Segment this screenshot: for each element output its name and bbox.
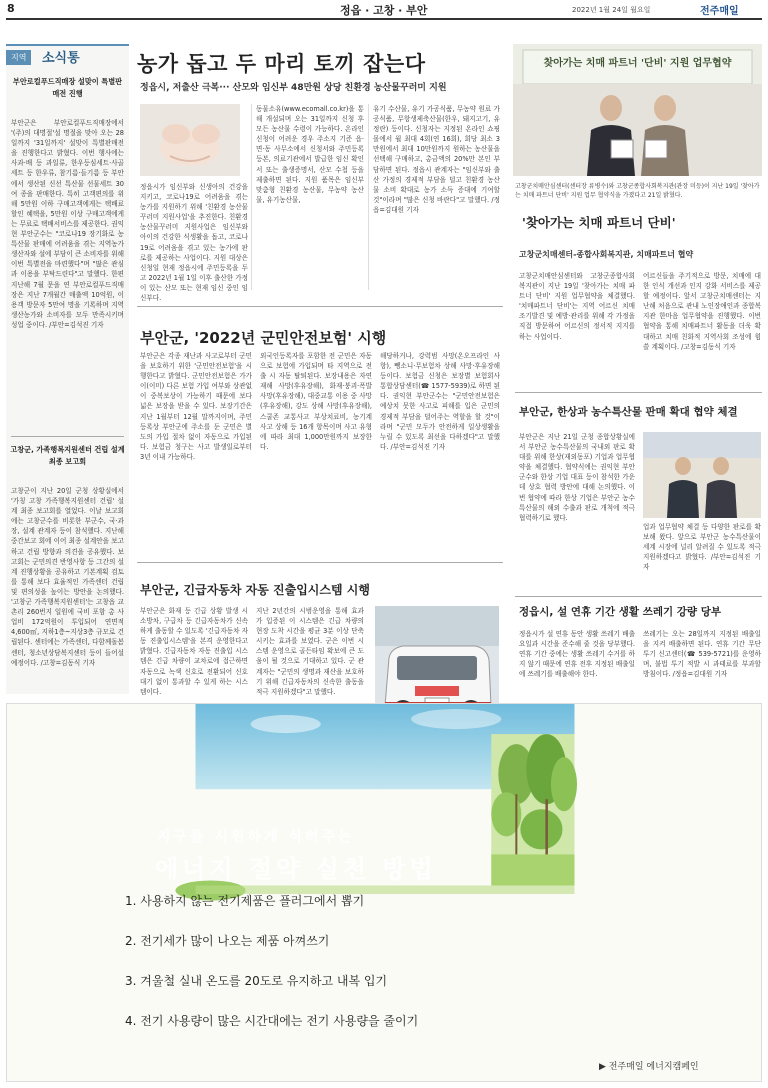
sidebar-item-headline: 부안로컬푸드직매장 설맞이 특별판매전 진행	[12, 77, 123, 98]
energy-saving-ad	[6, 703, 762, 1082]
photo-caption: 고창군치매안심센터(센터장 류병수)와 고창군종합사회복지관(관장 미등)이 지난 19일 '찾아가는 치매 파트너 단비' 지원 업무 협약식을 가졌다고 21일 밝혔다.	[515, 183, 760, 199]
sidebar-title: 소식통	[42, 51, 80, 66]
jeongeup-article-body: 쓰레기는 오는 28일까지 지정된 배출일을 지켜 배출하면 된다. 연휴 기간 무단 투기 신고센터(☎ 539-5721)를 운영하며, 불법 투기 적발 시 과태료를 부과할 방침이다. /정읍=김대원 기자	[643, 630, 761, 679]
article-divider	[137, 306, 503, 307]
photo-banner-text: 찾아가는 치매 파트너 '단비' 지원 업무협약	[543, 58, 732, 69]
arrow-icon: ▶	[599, 1062, 609, 1072]
insurance-article-headline: 부안군, '2022년 군민안전보험' 시행	[140, 329, 387, 347]
ad-tip-item: 4. 전기 사용량이 많은 시간대에는 전기 사용량을 줄이기	[125, 1014, 419, 1028]
article-divider	[515, 596, 762, 597]
insurance-article-body: 해당하거나, 강력범 사망(온오프라인 사항), 뺑소니·무보험차 상해 사망·후유장해 등이다. 보험금 신청은 보장별 보험회사 통합상담센터(☎ 1577-5939)로 하면 된다. 권익현 부안군수는 "군민안전보험은 예상치 못한 사고로 피해를 입은 군민의 경제적 부담을 덜어주는 역할을 할 것"이라며 "군민 모두가 안전하게 일상생활을 누릴 수 있도록 최선을 다하겠다"고 말했다. /부안=김석진 기자	[380, 352, 500, 451]
agreement-ceremony-photo	[513, 44, 762, 176]
article-divider	[137, 562, 503, 563]
hansang-article-headline: 부안군, 한상과 농수특산물 판매 확대 협약 체결	[519, 406, 738, 418]
ad-tip-item: 1. 사용하지 않는 전기제품은 플러그에서 뽑기	[125, 894, 365, 908]
issue-date: 2022년 1월 24일 월요일	[572, 6, 651, 14]
sidebar-tag: 지역	[6, 50, 31, 65]
page-number: 8	[7, 2, 15, 15]
hansang-article-body: 업과 업무협약 체결 등 다양한 판로를 확보해 왔다. 앞으로 부안군 농수특산물이 세계 시장에 널리 알려질 수 있도록 적극 지원하겠다고 밝혔다. /부안=김석진 기자	[643, 523, 761, 572]
dementia-article-body: 어르신들을 주기적으로 방문, 치매에 대한 인식 개선과 인지 강화 서비스를 제공할 예정이다. 앞서 고창군치매센터는 지난해 처음으로 관내 노인장애인과 종합복지관 한마음 업무협약을 진행했다. 이번 협약을 통해 치매파트너 활동을 더욱 확대하고 치매 친화적 지역사회 조성에 힘쓸 계획이다. /고창=김동식 기자	[643, 272, 761, 351]
ad-tip-item: 3. 겨울철 실내 온도를 20도로 유지하고 내복 입기	[125, 974, 388, 988]
sidebar-item-body: 고창군이 지난 20일 군청 상황실에서 '가칭 고창 가족행복지원센터 건립' 설계 최종 보고회를 열었다. 이날 보고회에는 고창군수를 비롯한 부군수, 국·과장, 설계 관계자 등이 참석했다. 지난해 중간보고 회에 이어 최종 설계안을 보고하고 건립 방향과 의견을 공유했다. 보고회는 군민의견 반영사항 등 그간의 설계 진행상황을 공유하고 기본계획 검토를 통해 보다 효율적인 가족센터 건립 및 편의성을 높이는 방안을 논의했다. '고창군 가족행복지원센터'는 고창읍 교촌리 260번지 일원에 국비 포함 총 사업비 172억원이 투입되어 연면적 4,600㎡, 지하1층~지상3층 규모로 건립된다. 센터에는 가족센터, 다함께돌봄센터, 청소년상담복지센터 등이 들어설 예정이다. /고창=김동식 기자	[11, 487, 124, 667]
sidebar-item-body: 부안군은 부안로컬푸드직매장에서 '(주)의 대명절'설 명절을 맞아 오는 28일까지 '31일까지' 설맞이 특별판매전을 진행한다고 밝혔다. 이번 행사에는 사과·배 등 과일류, 한우등심세트·사골세트 등 한우류, 참기름·들기름 등 부안에서 생산된 신선 특산물 선물세트 30여 종을 판매한다. 특히 고객편의를 위해 5만원 이하 구매고객에게는 택배료 할인 혜택을, 5만원 이상 구매고객에게는 무료로 택배서비스를 제공한다. 권익현 부안군수는 "코로나19 장기화로 농특산물 판매에 어려움을 겪는 지역농가 생산자와 설에 부담이 큰 소비자를 위해 이번 특별전을 마련했다"며 "많은 관심과 이용을 부탁드린다"고 말했다. 한편 지난해 7월 문을 연 부안로컬푸드직매장은 지난 7개월간 매출액 10억원, 이용객 방문자 5만여 명을 기록하며 지역 생산농가와 소비자를 모두 만족시키며 성업 중이다. /부안=김석진 기자	[11, 119, 124, 329]
dementia-article-subheadline: 고창군치매센터-종합사회복지관, 치매파트너 협약	[519, 250, 694, 259]
farm-article-subheadline: 정읍시, 저출산 극복··· 산모와 임신부 48만원 상당 친환경 농산물꾸러미 지원	[140, 83, 447, 93]
ad-subtitle: 지구를 시원하게 식혀주는	[157, 829, 355, 845]
hansang-article-body: 부안군은 지난 21일 군청 종합상황실에서 부안군 농수특산물의 국내외 판로 확대를 위해 한상(재외동포) 기업과 업무협약을 체결했다. 협약식에는 권익현 부안군수와 한상 기업 대표 등이 참석한 가운데 상호 협력 방안에 대해 논의했다. 이번 협약에 따라 한상 기업은 부안군 농수특산물의 해외 수출과 판로 개척에 적극 협력하기로 했다.	[519, 433, 635, 522]
column-divider	[251, 104, 252, 290]
sidebar-divider	[11, 436, 124, 437]
sidebar-item-headline: 고창군, 가족행복지원센터 건립 설계 최종 보고회	[10, 445, 125, 466]
farm-article-body: 동물소유(www.ecomall.co.kr)을 통해 개설되며 오는 31일까지 신청 후 모든 농산물 수령이 가능하다. 온라인 신청이 어려운 경우 주소지 기준 읍·면·동 사무소에서 신청서와 주민등록등본, 의료기관에서 발급한 임신 확인서 또는 출생증명서, 산모 수첩 등을 제출하면 된다. 지원 품목은 임신부 맞춤형 친환경 농산물, 무농약 농산물, 유기농산물,	[256, 105, 364, 204]
ad-tip-item: 2. 전기세가 많이 나오는 제품 아껴쓰기	[125, 934, 330, 948]
insurance-article-body: 부안군은 각종 재난과 사고로부터 군민을 보호하기 위한 '군민안전보험'을 시행한다고 밝혔다. 군민안전보험은 가가이(이미) 다른 보험 가입 여부와 상관없이 중복보상이 가능하기 때문에 보다 넓은 보장을 받을 수 있다. 보장기간은 지난 1월부터 12월 말까지이며, 주민등록상 부안군에 주소를 둔 군민은 별도의 가입 절차 없이 자동으로 가입된다. 보험금 청구는 사고 발생일로부터 3년 이내 가능하다.	[140, 352, 252, 461]
header-rule	[6, 18, 762, 20]
column-divider	[368, 104, 369, 290]
dementia-article-headline: '찾아가는 치매 파트너 단비'	[522, 215, 676, 230]
insurance-article-body: 외국인등록자를 포함한 전 군민은 자동으로 보험에 가입되며 타 지역으로 전출 시 자동 탈퇴된다. 보장내용은 자연재해 사망(후유장해), 화재·붕괴·폭발 사망(후유장해), 대중교통 이용 중 사망(후유장해), 강도 상해 사망(후유장해), 스쿨존 교통사고 부상치료비, 농기계 사고 상해 등 16개 항목이며 사고 유형에 따라 최대 1,000만원까지 보장한다.	[260, 352, 372, 451]
farm-article-body: 정읍시가 임신부와 신생아의 건강을 지키고, 코로나19로 어려움을 겪는 농가를 지원하기 위해 '친환경 농산물꾸러미 지원사업'을 추진한다. 친환경 농산물꾸러미 지원사업은 임신부와 아이의 건강한 식생활을 돕고, 코로나19로 어려움을 겪고 있는 농가에 판로를 제공하는 사업이다. 지원 대상은 신청일 현재 정읍시에 주민등록을 두고 2022년 1월 1일 이후 출산한 가정이 있는 산모 또는 현재 임신 중인 임신부다.	[140, 183, 248, 303]
dementia-article-body: 고창군치매안심센터와 고창군종합사회복지관이 지난 19일 '찾아가는 치매 파트너 단비' 지원 업무협약을 체결했다. '치매파트너 단비'는 지역 어르신 치매 조기발견 및 예방·관리를 위해 각 가정을 직접 방문하여 어르신의 정서적 지지를 하는 사업이다.	[519, 272, 635, 341]
ambulance-article-headline: 부안군, 긴급자동차 자동 진출입시스템 시행	[140, 583, 370, 597]
ambulance-article-body: 지난 2년간의 시범운영을 통해 효과가 입증된 이 시스템은 긴급 차량의 현장 도착 시간을 평균 3분 이상 단축시키는 효과를 보였다. 군은 이번 시스템 운영으로 골든타임 확보에 큰 도움이 될 것으로 기대하고 있다. 군 관계자는 "군민의 생명과 재산을 보호하기 위해 긴급자동차의 신속한 출동을 적극 지원하겠다"고 말했다.	[256, 607, 364, 696]
ad-title: 에너지 절약 실천 방법	[155, 855, 437, 883]
page-header	[0, 0, 768, 18]
ad-footer-text: 전주매일 에너지캠페인	[608, 1062, 699, 1072]
ambulance-article-body: 부안군은 화재 등 긴급 상황 발생 시 소방차, 구급차 등 긴급자동차가 신속하게 출동할 수 있도록 '긴급자동차 자동 진출입시스템'을 본격 운영한다고 밝혔다. 긴급자동차 자동 진출입 시스템은 긴급 차량이 교차로에 접근하면 자동으로 녹색 신호로 전환되어 신호 대기 없이 통과할 수 있게 하는 시스템이다.	[140, 607, 248, 696]
section-title: 정읍 · 고창 · 부안	[340, 4, 428, 17]
baby-photo	[140, 104, 240, 176]
hansang-agreement-photo	[643, 432, 761, 518]
masthead: 전주매일	[700, 6, 739, 17]
ad-footer	[599, 1059, 699, 1072]
jeongeup-article-headline: 정읍시, 설 연휴 기간 생활 쓰레기 강량 당부	[519, 606, 722, 618]
article-divider	[515, 392, 762, 393]
news-sidebar	[6, 44, 129, 694]
farm-article-headline: 농가 돕고 두 마리 토끼 잡는다	[137, 52, 426, 76]
jeongeup-article-body: 정읍시가 설 연휴 동안 생활 쓰레기 배출 요일과 시간을 준수해 줄 것을 당부했다. 연휴 기간 중에는 생활 쓰레기 수거를 하지 않기 때문에 연휴 전후 지정된 배출일에 쓰레기를 배출해야 한다.	[519, 630, 635, 679]
farm-article-body: 유기 수산물, 유기 가공식품, 무농약 원료 가공식품, 무항생제축산물(한우, 돼지고기, 유정란) 등이다. 신청자는 지정된 온라인 쇼핑몰에서 월 최대 4회(연 16회), 회당 최소 3만원에서 최대 10만원까지 원하는 농산물을 선택해 구매하고, 총금액의 20%만 본인 부담하면 된다. 정읍시 관계자는 "임신부와 출산 가정의 경제적 부담을 덜고 친환경 농산물 소비 확대로 농가 소득 증대에 기여할 것"이라며 "많은 신청 바란다"고 말했다. /정읍=김대원 기자	[373, 105, 500, 214]
